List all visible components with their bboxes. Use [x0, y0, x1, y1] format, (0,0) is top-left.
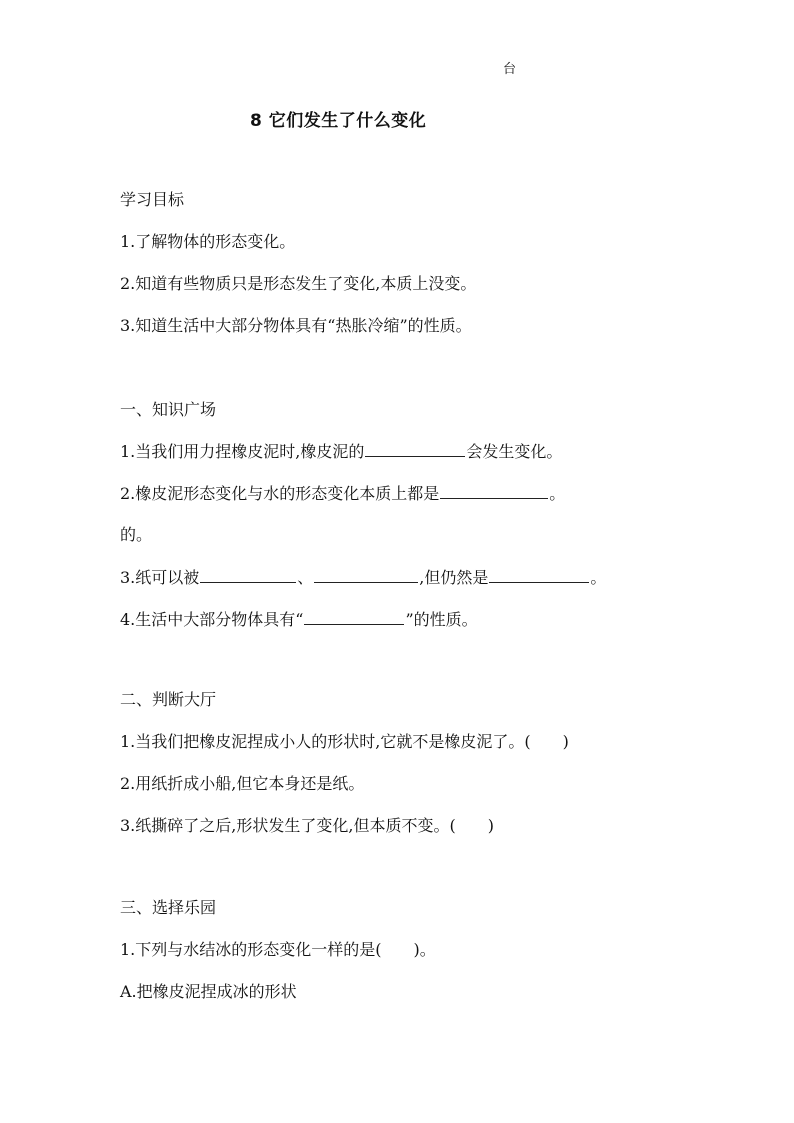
objective-item: 3.知道生活中大部分物体具有“热胀冷缩”的性质。 [120, 316, 472, 335]
section3-heading: 三、选择乐园 [120, 898, 217, 917]
answer-parentheses[interactable]: ( ) [449, 816, 494, 835]
header-mark: 台 [503, 62, 517, 77]
answer-parentheses[interactable]: ( ) [524, 732, 569, 751]
answer-blank[interactable] [200, 567, 296, 583]
objectives-heading: 学习目标 [120, 190, 185, 209]
section1-heading: 一、知识广场 [120, 400, 217, 419]
answer-blank[interactable] [440, 483, 548, 499]
section1-question-2-continued: 的。 [120, 525, 153, 544]
question-text: 。 [549, 484, 566, 503]
question-text: 1.下列与水结冰的形态变化一样的是 [120, 940, 376, 959]
answer-blank[interactable] [365, 441, 465, 457]
answer-blank[interactable] [489, 567, 589, 583]
question-text: 3.纸可以被 [120, 568, 200, 587]
section2-question-3 [120, 816, 494, 836]
question-text: 1.当我们用力捏橡皮泥时,橡皮泥的 [120, 442, 365, 461]
section2-question-2 [120, 774, 364, 794]
answer-blank[interactable] [314, 567, 418, 583]
worksheet-title: 8 它们发生了什么变化 [250, 111, 427, 131]
section2-heading: 二、判断大厅 [120, 690, 217, 709]
answer-blank[interactable] [304, 609, 404, 625]
objective-item: 1.了解物体的形态变化。 [120, 232, 296, 251]
question-text: 。 [419, 940, 436, 959]
question-text: 3.纸撕碎了之后,形状发生了变化,但本质不变。 [120, 816, 450, 835]
question-text: 4.生活中大部分物体具有“ [120, 610, 304, 629]
objective-item: 2.知道有些物质只是形态发生了变化,本质上没变。 [120, 274, 477, 293]
answer-parentheses[interactable]: ( ) [375, 940, 420, 959]
section1-question-2 [120, 483, 565, 504]
question-text: 2.用纸折成小船,但它本身还是纸。 [120, 774, 365, 793]
section2-question-1 [120, 732, 569, 752]
option-a[interactable]: A.把橡皮泥捏成冰的形状 [120, 982, 297, 1001]
section3-question-1 [120, 940, 436, 960]
section1-question-3 [120, 567, 606, 588]
question-text: 会发生变化。 [466, 442, 563, 461]
question-text: 、 [297, 568, 314, 587]
question-text: ,但仍然是 [419, 568, 489, 587]
question-text: 1.当我们把橡皮泥捏成小人的形状时,它就不是橡皮泥了。 [120, 732, 525, 751]
question-text: 。 [590, 568, 607, 587]
question-text: ”的性质。 [405, 610, 478, 629]
question-text: 2.橡皮泥形态变化与水的形态变化本质上都是 [120, 484, 440, 503]
section1-question-4 [120, 609, 478, 630]
section1-question-1 [120, 441, 562, 462]
